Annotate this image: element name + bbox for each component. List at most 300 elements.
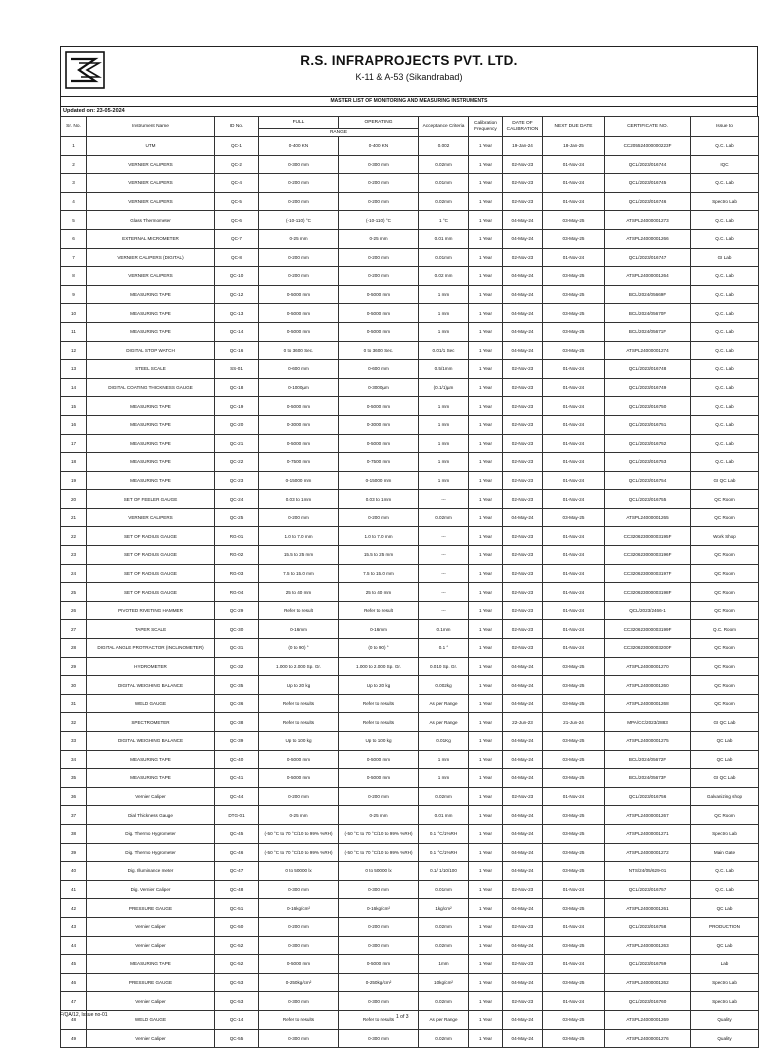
cell-certificate-no: CC320623000003197F [605, 564, 691, 583]
cell-issue-to: QC Room [691, 806, 759, 825]
cell-next-due-date: 01-Nov-24 [543, 397, 605, 416]
cell-operating-range: 0-5000 mm [339, 397, 419, 416]
cell-id-no: RG-02 [215, 546, 259, 565]
cell-instrument-name: MEASURING TAPE [87, 453, 215, 472]
cell-calibration-frequency: 1 Year [469, 211, 503, 230]
table-row [61, 341, 759, 360]
cell-calibration-frequency: 1 Year [469, 676, 503, 695]
cell-certificate-no: MPA/CC/2023/2883 [605, 713, 691, 732]
cell-sr-no: 34 [61, 750, 87, 769]
cell-sr-no: 14 [61, 378, 87, 397]
cell-sr-no: 13 [61, 360, 87, 379]
cell-id-no: QC-39 [215, 732, 259, 751]
cell-calibration-date: 04-May-24 [503, 267, 543, 286]
cell-sr-no: 24 [61, 564, 87, 583]
cell-operating-range: 0-300 mm [339, 1029, 419, 1048]
cell-sr-no: 31 [61, 694, 87, 713]
cell-sr-no: 18 [61, 453, 87, 472]
cell-full-range: 0-250kg/cm² [259, 973, 339, 992]
table-row [61, 732, 759, 751]
table-row [61, 750, 759, 769]
cell-issue-to: QC Lab [691, 732, 759, 751]
cell-operating-range: 0-5000 mm [339, 322, 419, 341]
cell-certificate-no: ATSPL24000001276 [605, 1029, 691, 1048]
cell-full-range: 0 to 3600 Sec. [259, 341, 339, 360]
cell-next-due-date: 03-May-25 [543, 285, 605, 304]
cell-certificate-no: BCL/2024/05673F [605, 769, 691, 788]
document-sheet [60, 46, 758, 1048]
cell-full-range: 0.03 to 1mm [259, 490, 339, 509]
cell-calibration-date: 02-Nov-23 [503, 787, 543, 806]
cell-next-due-date: 01-Nov-24 [543, 787, 605, 806]
table-row [61, 248, 759, 267]
cell-next-due-date: 01-Nov-24 [543, 639, 605, 658]
cell-sr-no: 43 [61, 917, 87, 936]
cell-id-no: QC-10 [215, 267, 259, 286]
cell-id-no: QC-1 [215, 137, 259, 156]
cell-calibration-frequency: 1 Year [469, 880, 503, 899]
cell-certificate-no: QCL/2023/016760 [605, 992, 691, 1011]
cell-acceptance-criteria: (0.1/1)µm [419, 378, 469, 397]
table-row [61, 936, 759, 955]
table-row [61, 267, 759, 286]
cell-sr-no: 19 [61, 471, 87, 490]
cell-calibration-frequency: 1 Year [469, 917, 503, 936]
table-row [61, 322, 759, 341]
cell-operating-range: Refer to results [339, 694, 419, 713]
cell-next-due-date: 21-Jun-24 [543, 713, 605, 732]
cell-instrument-name: MEASURING TAPE [87, 415, 215, 434]
cell-sr-no: 38 [61, 824, 87, 843]
cell-acceptance-criteria: 0.1 °C/1%RH [419, 843, 469, 862]
cell-calibration-date: 02-Nov-23 [503, 917, 543, 936]
cell-calibration-frequency: 1 Year [469, 415, 503, 434]
cell-issue-to: QC Lab [691, 750, 759, 769]
cell-sr-no: 5 [61, 211, 87, 230]
cell-full-range: 0-3000 mm [259, 415, 339, 434]
cell-acceptance-criteria: 1kg/cm² [419, 899, 469, 918]
cell-instrument-name: MEASURING TAPE [87, 285, 215, 304]
cell-sr-no: 46 [61, 973, 87, 992]
cell-next-due-date: 01-Nov-24 [543, 360, 605, 379]
cell-calibration-frequency: 1 Year [469, 955, 503, 974]
cell-id-no: QC-12 [215, 285, 259, 304]
cell-sr-no: 10 [61, 304, 87, 323]
cell-calibration-date: 04-May-24 [503, 769, 543, 788]
cell-operating-range: 0-25 mm [339, 229, 419, 248]
cell-calibration-date: 02-Nov-23 [503, 639, 543, 658]
cell-calibration-date: 02-Nov-23 [503, 992, 543, 1011]
cell-certificate-no: ATSPL24000001272 [605, 843, 691, 862]
cell-full-range: 0-200 mm [259, 508, 339, 527]
cell-calibration-date: 02-Nov-23 [503, 955, 543, 974]
cell-operating-range: Refer to results [339, 713, 419, 732]
cell-calibration-frequency: 1 Year [469, 471, 503, 490]
cell-next-due-date: 01-Nov-24 [543, 527, 605, 546]
cell-next-due-date: 03-May-25 [543, 304, 605, 323]
cell-calibration-date: 02-Nov-23 [503, 453, 543, 472]
cell-next-due-date: 03-May-25 [543, 750, 605, 769]
cell-full-range: 0-1000µm [259, 378, 339, 397]
cell-issue-to: QC Room [691, 639, 759, 658]
cell-certificate-no: ATSPL24000001265 [605, 508, 691, 527]
cell-next-due-date: 01-Nov-24 [543, 471, 605, 490]
cell-calibration-frequency: 1 Year [469, 527, 503, 546]
cell-issue-to: GI QC Lab [691, 713, 759, 732]
cell-calibration-frequency: 1 Year [469, 1010, 503, 1029]
cell-id-no: QC-47 [215, 862, 259, 881]
cell-operating-range: 0-5000 mm [339, 769, 419, 788]
table-row [61, 174, 759, 193]
cell-calibration-date: 04-May-24 [503, 899, 543, 918]
cell-calibration-frequency: 1 Year [469, 360, 503, 379]
cell-sr-no: 49 [61, 1029, 87, 1048]
cell-calibration-frequency: 1 Year [469, 973, 503, 992]
table-row [61, 862, 759, 881]
cell-operating-range: 0-25 mm [339, 806, 419, 825]
cell-next-due-date: 03-May-25 [543, 806, 605, 825]
col-header-issue: Issue to [691, 117, 759, 137]
cell-operating-range: Refer to results [339, 1010, 419, 1029]
cell-certificate-no: CC320623000003195F [605, 527, 691, 546]
cell-issue-to: Q.C. Lab [691, 378, 759, 397]
cell-full-range: 0-25 mm [259, 229, 339, 248]
cell-calibration-date: 04-May-24 [503, 824, 543, 843]
cell-next-due-date: 03-May-25 [543, 508, 605, 527]
cell-next-due-date: 01-Nov-24 [543, 583, 605, 602]
cell-certificate-no: BCL/2024/05671F [605, 322, 691, 341]
cell-calibration-frequency: 1 Year [469, 192, 503, 211]
cell-id-no: QC-51 [215, 899, 259, 918]
cell-calibration-date: 04-May-24 [503, 806, 543, 825]
table-row [61, 415, 759, 434]
cell-issue-to: Galvanizing shop [691, 787, 759, 806]
cell-sr-no: 45 [61, 955, 87, 974]
cell-certificate-no: ATSPL24000001263 [605, 936, 691, 955]
col-header-date: DATE OF CALIBRATION [503, 117, 543, 137]
cell-sr-no: 32 [61, 713, 87, 732]
cell-operating-range: 0-5000 mm [339, 285, 419, 304]
cell-instrument-name: SET OF RADIUS GAUGE [87, 546, 215, 565]
cell-next-due-date: 03-May-25 [543, 936, 605, 955]
cell-full-range: Refer to result [259, 601, 339, 620]
cell-operating-range: 0-200 mm [339, 267, 419, 286]
cell-full-range: Refer to results [259, 713, 339, 732]
cell-next-due-date: 03-May-25 [543, 973, 605, 992]
cell-acceptance-criteria: As per Range [419, 1010, 469, 1029]
cell-id-no: QC-8 [215, 248, 259, 267]
cell-calibration-date: 04-May-24 [503, 229, 543, 248]
cell-operating-range: 0-300 mm [339, 155, 419, 174]
cell-next-due-date: 03-May-25 [543, 676, 605, 695]
cell-calibration-frequency: 1 Year [469, 639, 503, 658]
table-row [61, 378, 759, 397]
cell-acceptance-criteria: --- [419, 564, 469, 583]
cell-certificate-no: ATSPL24000001266 [605, 229, 691, 248]
cell-calibration-date: 02-Nov-23 [503, 415, 543, 434]
cell-issue-to: Q.C. Lab [691, 285, 759, 304]
cell-issue-to: QC Room [691, 601, 759, 620]
document-header [60, 46, 758, 96]
cell-sr-no: 36 [61, 787, 87, 806]
cell-acceptance-criteria: 0.02mm [419, 155, 469, 174]
cell-acceptance-criteria: 1 mm [419, 415, 469, 434]
cell-issue-to: QC Room [691, 490, 759, 509]
cell-instrument-name: VERNIER CALIPERS [87, 192, 215, 211]
cell-calibration-frequency: 1 Year [469, 601, 503, 620]
cell-id-no: QC-52 [215, 955, 259, 974]
cell-id-no: QC-53 [215, 992, 259, 1011]
cell-calibration-date: 04-May-24 [503, 694, 543, 713]
table-row [61, 620, 759, 639]
cell-sr-no: 2 [61, 155, 87, 174]
cell-calibration-frequency: 1 Year [469, 397, 503, 416]
cell-operating-range: (-50 °C to 70 °C/10 to 99% %RH) [339, 824, 419, 843]
cell-acceptance-criteria: 0.02mm [419, 936, 469, 955]
footer-doc-ref: F/QA/12, Issue no-01 [60, 1012, 108, 1018]
cell-issue-to: Quality [691, 1010, 759, 1029]
cell-certificate-no: QCL/2023/016750 [605, 397, 691, 416]
cell-full-range: 1.0 to 7.0 mm [259, 527, 339, 546]
cell-calibration-date: 02-Nov-23 [503, 471, 543, 490]
cell-acceptance-criteria: 0.1 ° [419, 639, 469, 658]
cell-acceptance-criteria: 1mm [419, 955, 469, 974]
cell-issue-to: QC Room [691, 694, 759, 713]
cell-calibration-frequency: 1 Year [469, 750, 503, 769]
cell-calibration-frequency: 1 Year [469, 583, 503, 602]
cell-calibration-date: 02-Nov-23 [503, 378, 543, 397]
cell-next-due-date: 01-Nov-24 [543, 248, 605, 267]
cell-acceptance-criteria: 0.02mm [419, 917, 469, 936]
cell-id-no: QC-40 [215, 750, 259, 769]
cell-issue-to: Q.C. Lab [691, 880, 759, 899]
cell-next-due-date: 01-Nov-24 [543, 546, 605, 565]
table-row [61, 490, 759, 509]
cell-sr-no: 16 [61, 415, 87, 434]
cell-sr-no: 21 [61, 508, 87, 527]
cell-instrument-name: Vernier Caliper [87, 787, 215, 806]
cell-sr-no: 30 [61, 676, 87, 695]
company-address: K-11 & A-53 (Sikandrabad) [355, 72, 463, 82]
cell-next-due-date: 01-Nov-24 [543, 880, 605, 899]
cell-full-range: 0-200 mm [259, 248, 339, 267]
cell-sr-no: 9 [61, 285, 87, 304]
cell-id-no: QC-7 [215, 229, 259, 248]
cell-instrument-name: MEASURING TAPE [87, 434, 215, 453]
cell-issue-to: Work Shop [691, 527, 759, 546]
cell-operating-range: 1.0 to 7.0 mm [339, 527, 419, 546]
cell-issue-to: Q.C. Lab [691, 174, 759, 193]
cell-issue-to: Q.C. Lab [691, 229, 759, 248]
cell-sr-no: 44 [61, 936, 87, 955]
cell-instrument-name: MEASURING TAPE [87, 322, 215, 341]
instruments-table-body [61, 137, 759, 1048]
cell-calibration-frequency: 1 Year [469, 824, 503, 843]
cell-operating-range: 0-200 mm [339, 174, 419, 193]
cell-issue-to: Q.C. Lab [691, 415, 759, 434]
cell-operating-range: 0-16kg/cm² [339, 899, 419, 918]
cell-next-due-date: 01-Nov-24 [543, 490, 605, 509]
cell-acceptance-criteria: 0.01Kg [419, 732, 469, 751]
cell-full-range: 0 to 50000 lx [259, 862, 339, 881]
cell-next-due-date: 01-Nov-24 [543, 453, 605, 472]
cell-full-range: Refer to results [259, 694, 339, 713]
cell-full-range: 0-300 mm [259, 1029, 339, 1048]
cell-acceptance-criteria: --- [419, 583, 469, 602]
cell-certificate-no: ATSPL24000001268 [605, 694, 691, 713]
cell-operating-range: 25 to 40 mm [339, 583, 419, 602]
cell-instrument-name: HYDROMETER [87, 657, 215, 676]
cell-calibration-frequency: 1 Year [469, 546, 503, 565]
cell-acceptance-criteria: 1 mm [419, 750, 469, 769]
cell-sr-no: 22 [61, 527, 87, 546]
table-row [61, 155, 759, 174]
cell-next-due-date: 03-May-25 [543, 229, 605, 248]
cell-acceptance-criteria: 0.02mm [419, 992, 469, 1011]
cell-operating-range: (-10-110) °C [339, 211, 419, 230]
cell-acceptance-criteria: 0.01/1 Sec [419, 341, 469, 360]
cell-sr-no: 1 [61, 137, 87, 156]
cell-instrument-name: PRESSURE GAUGE [87, 899, 215, 918]
cell-id-no: QC-14 [215, 322, 259, 341]
col-header-frequency: Calibration Frequency [469, 117, 503, 137]
cell-instrument-name: VERNIER CALIPERS [87, 508, 215, 527]
cell-instrument-name: Vernier Caliper [87, 1029, 215, 1048]
cell-sr-no: 15 [61, 397, 87, 416]
cell-sr-no: 39 [61, 843, 87, 862]
cell-full-range: 0-200 mm [259, 917, 339, 936]
cell-calibration-frequency: 1 Year [469, 267, 503, 286]
cell-id-no: RG-04 [215, 583, 259, 602]
cell-calibration-frequency: 1 Year [469, 806, 503, 825]
table-row [61, 676, 759, 695]
cell-operating-range: 0-7500 mm [339, 453, 419, 472]
cell-acceptance-criteria: 0.002kg [419, 676, 469, 695]
cell-acceptance-criteria: 1 mm [419, 397, 469, 416]
cell-sr-no: 17 [61, 434, 87, 453]
table-row [61, 508, 759, 527]
cell-issue-to: Spectro Lab [691, 192, 759, 211]
cell-calibration-date: 04-May-24 [503, 211, 543, 230]
cell-issue-to: Spectro Lab [691, 992, 759, 1011]
cell-certificate-no: QCL/2023/016748 [605, 360, 691, 379]
cell-id-no: QC-25 [215, 508, 259, 527]
cell-operating-range: 0-200 mm [339, 508, 419, 527]
cell-id-no: SS-01 [215, 360, 259, 379]
cell-instrument-name: MEASURING TAPE [87, 769, 215, 788]
cell-next-due-date: 03-May-25 [543, 769, 605, 788]
cell-issue-to: PRODUCTION [691, 917, 759, 936]
cell-next-due-date: 03-May-25 [543, 862, 605, 881]
cell-id-no: QC-14 [215, 1010, 259, 1029]
cell-calibration-frequency: 1 Year [469, 248, 503, 267]
table-row [61, 546, 759, 565]
cell-issue-to: Quality [691, 1029, 759, 1048]
cell-next-due-date: 01-Nov-24 [543, 601, 605, 620]
cell-calibration-date: 02-Nov-23 [503, 434, 543, 453]
cell-certificate-no: ATSPL24000001271 [605, 824, 691, 843]
table-row [61, 285, 759, 304]
cell-next-due-date: 01-Nov-24 [543, 155, 605, 174]
cell-acceptance-criteria: 0.5/1mm [419, 360, 469, 379]
table-row [61, 694, 759, 713]
cell-certificate-no: QCL/2023/016754 [605, 471, 691, 490]
cell-certificate-no: QCL/2023/016755 [605, 490, 691, 509]
cell-calibration-frequency: 1 Year [469, 155, 503, 174]
cell-operating-range: 1.000 to 2.000 Sp. Gr. [339, 657, 419, 676]
cell-instrument-name: DIGITAL WEIGHING BALANCE [87, 732, 215, 751]
cell-calibration-date: 02-Nov-23 [503, 155, 543, 174]
cell-certificate-no: ATSPL24000001274 [605, 341, 691, 360]
cell-sr-no: 8 [61, 267, 87, 286]
cell-full-range: 0-5000 mm [259, 769, 339, 788]
cell-sr-no: 20 [61, 490, 87, 509]
cell-full-range: 1.000 to 2.000 Sp. Gr. [259, 657, 339, 676]
cell-id-no: QC-36 [215, 694, 259, 713]
cell-sr-no: 33 [61, 732, 87, 751]
cell-sr-no: 26 [61, 601, 87, 620]
cell-instrument-name: MEASURING TAPE [87, 750, 215, 769]
cell-operating-range: 0-5000 mm [339, 750, 419, 769]
cell-instrument-name: SET OF FEELER GAUGE [87, 490, 215, 509]
table-row [61, 192, 759, 211]
cell-full-range: 0-5000 mm [259, 750, 339, 769]
table-row [61, 137, 759, 156]
cell-next-due-date: 01-Nov-24 [543, 378, 605, 397]
cell-instrument-name: VERNIER CALIPERS (DIGITAL) [87, 248, 215, 267]
cell-acceptance-criteria: 0.1 °C/1%RH [419, 824, 469, 843]
cell-full-range: 0-16mm [259, 620, 339, 639]
cell-issue-to: QC Lab [691, 936, 759, 955]
cell-issue-to: Q.C. Lab [691, 453, 759, 472]
cell-id-no: QC-4 [215, 174, 259, 193]
cell-certificate-no: CC205524000000223F [605, 137, 691, 156]
cell-issue-to: QC Room [691, 676, 759, 695]
cell-calibration-frequency: 1 Year [469, 843, 503, 862]
cell-calibration-frequency: 1 Year [469, 620, 503, 639]
cell-calibration-frequency: 1 Year [469, 229, 503, 248]
cell-calibration-frequency: 1 Year [469, 769, 503, 788]
cell-issue-to: Q.C. Lab [691, 434, 759, 453]
cell-next-due-date: 03-May-25 [543, 1010, 605, 1029]
cell-issue-to: IQC [691, 155, 759, 174]
cell-instrument-name: MEASURING TAPE [87, 304, 215, 323]
cell-instrument-name: UTM [87, 137, 215, 156]
cell-issue-to: Q.C. Lab [691, 137, 759, 156]
cell-acceptance-criteria: 0.010 Sp. Gr. [419, 657, 469, 676]
cell-issue-to: Q.C. Room [691, 620, 759, 639]
cell-acceptance-criteria: 1 mm [419, 769, 469, 788]
cell-operating-range: 0-5000 mm [339, 955, 419, 974]
cell-full-range: 0-5000 mm [259, 955, 339, 974]
cell-calibration-frequency: 1 Year [469, 285, 503, 304]
cell-certificate-no: ATSPL24000001261 [605, 899, 691, 918]
cell-instrument-name: PRESSURE GAUGE [87, 973, 215, 992]
table-row [61, 824, 759, 843]
cell-certificate-no: QCL/2023/016747 [605, 248, 691, 267]
cell-certificate-no: ATSPL24000001275 [605, 732, 691, 751]
cell-acceptance-criteria: 10kg/cm² [419, 973, 469, 992]
cell-operating-range: 0-300 mm [339, 880, 419, 899]
cell-id-no: QC-6 [215, 211, 259, 230]
cell-operating-range: Up to 100 kg [339, 732, 419, 751]
cell-certificate-no: QCL/2023/016757 [605, 880, 691, 899]
cell-id-no: QC-2 [215, 155, 259, 174]
cell-calibration-date: 04-May-24 [503, 1029, 543, 1048]
cell-certificate-no: ATSPL24000001270 [605, 657, 691, 676]
cell-calibration-frequency: 1 Year [469, 434, 503, 453]
cell-certificate-no: ATSPL24000001273 [605, 211, 691, 230]
